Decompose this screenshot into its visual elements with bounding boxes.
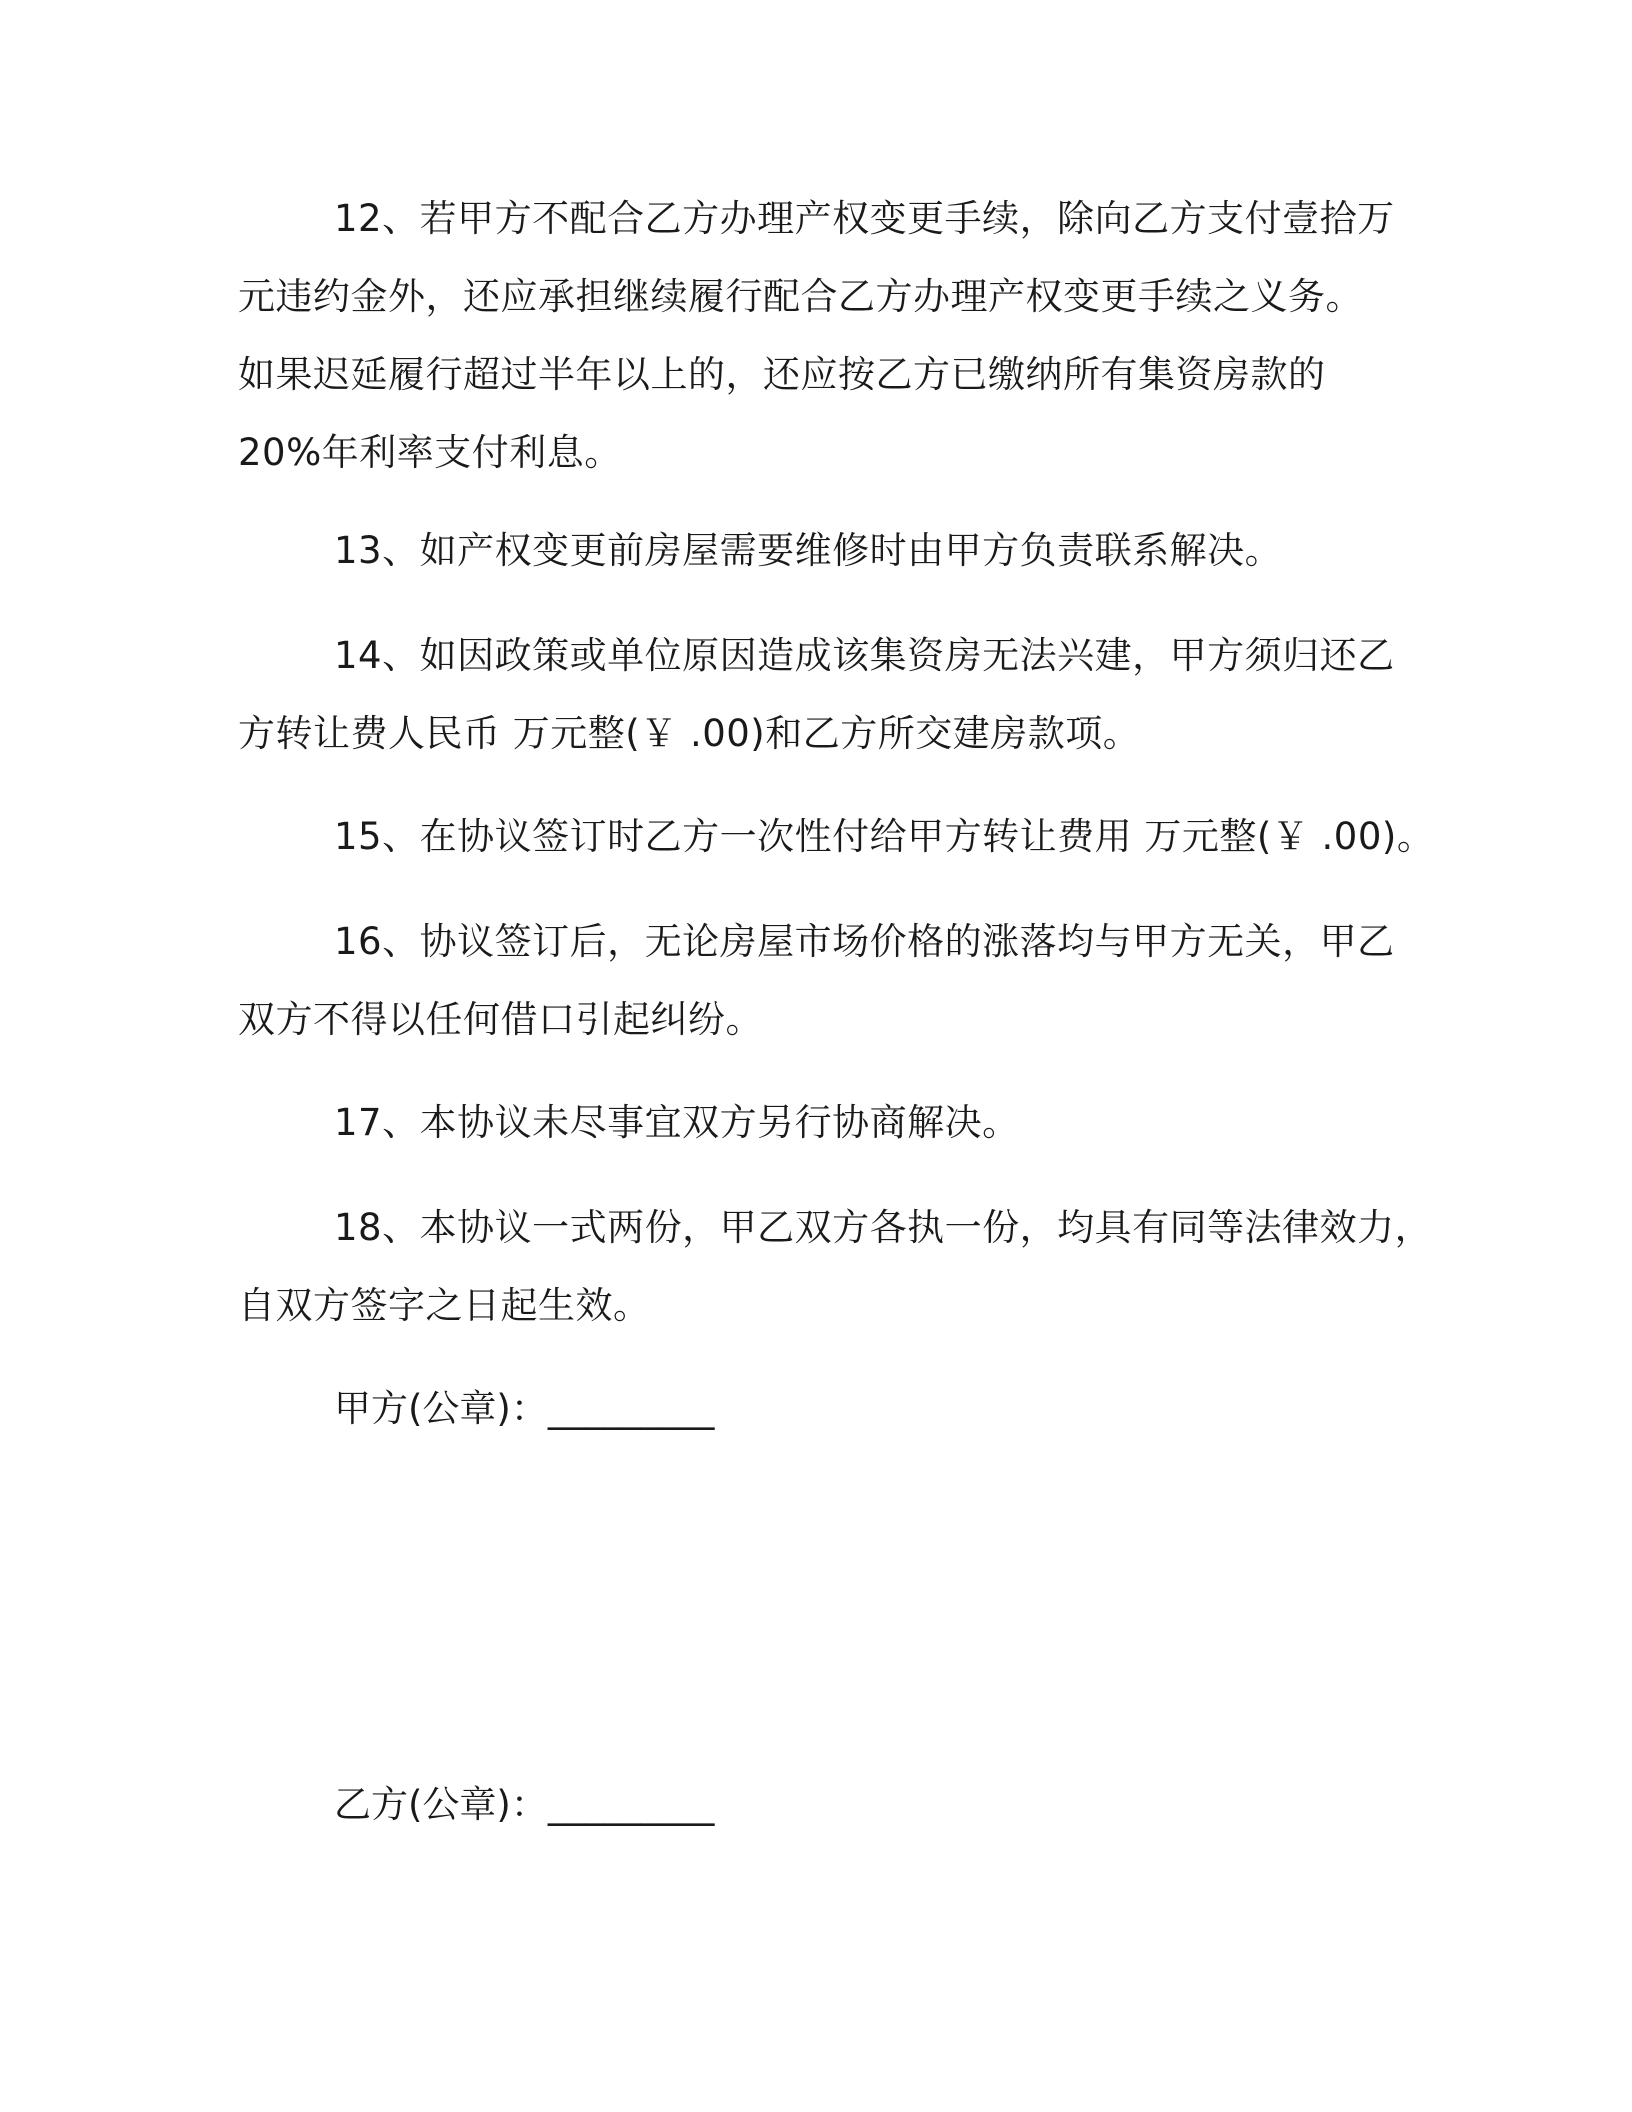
clause-line: 双方不得以任何借口引起纠纷。 bbox=[238, 998, 763, 1041]
clause-18 bbox=[238, 1189, 1433, 1345]
clause-line: 15、在协议签订时乙方一次性付给甲方转让费用 万元整(￥ .00)。 bbox=[334, 815, 1435, 858]
clause-line: 方转让费人民币 万元整(￥ .00)和乙方所交建房款项。 bbox=[238, 712, 1141, 755]
party-a-label: 甲方(公章)： bbox=[334, 1387, 548, 1430]
clause-13 bbox=[238, 512, 1418, 590]
clause-line: 13、如产权变更前房屋需要维修时由甲方负责联系解决。 bbox=[334, 529, 1283, 572]
clause-line: 17、本协议未尽事宜双方另行协商解决。 bbox=[334, 1101, 1020, 1144]
party-b-signature bbox=[334, 1766, 714, 1844]
clause-12 bbox=[238, 180, 1418, 492]
clause-line: 12、若甲方不配合乙方办理产权变更手续，除向乙方支付壹拾万 bbox=[334, 197, 1395, 240]
clause-line: 16、协议签订后，无论房屋市场价格的涨落均与甲方无关，甲乙 bbox=[334, 920, 1395, 963]
clause-line: 元违约金外，还应承担继续履行配合乙方办理产权变更手续之义务。 bbox=[238, 275, 1363, 318]
clause-line: 如果迟延履行超过半年以上的，还应按乙方已缴纳所有集资房款的 bbox=[238, 353, 1326, 396]
clause-17 bbox=[238, 1084, 1418, 1162]
clause-14 bbox=[238, 617, 1418, 773]
clause-16 bbox=[238, 903, 1418, 1059]
party-b-label: 乙方(公章)： bbox=[334, 1783, 548, 1826]
clause-15 bbox=[238, 798, 1435, 876]
clause-line: 自双方签字之日起生效。 bbox=[238, 1284, 651, 1327]
party-b-signature-blank: _________ bbox=[547, 1783, 715, 1826]
party-a-signature bbox=[334, 1370, 714, 1448]
clause-line: 18、本协议一式两份，甲乙双方各执一份，均具有同等法律效力， bbox=[334, 1206, 1433, 1249]
party-a-signature-blank: _________ bbox=[547, 1387, 715, 1430]
clause-line: 14、如因政策或单位原因造成该集资房无法兴建，甲方须归还乙 bbox=[334, 634, 1395, 677]
clause-line: 20%年利率支付利息。 bbox=[238, 431, 622, 474]
